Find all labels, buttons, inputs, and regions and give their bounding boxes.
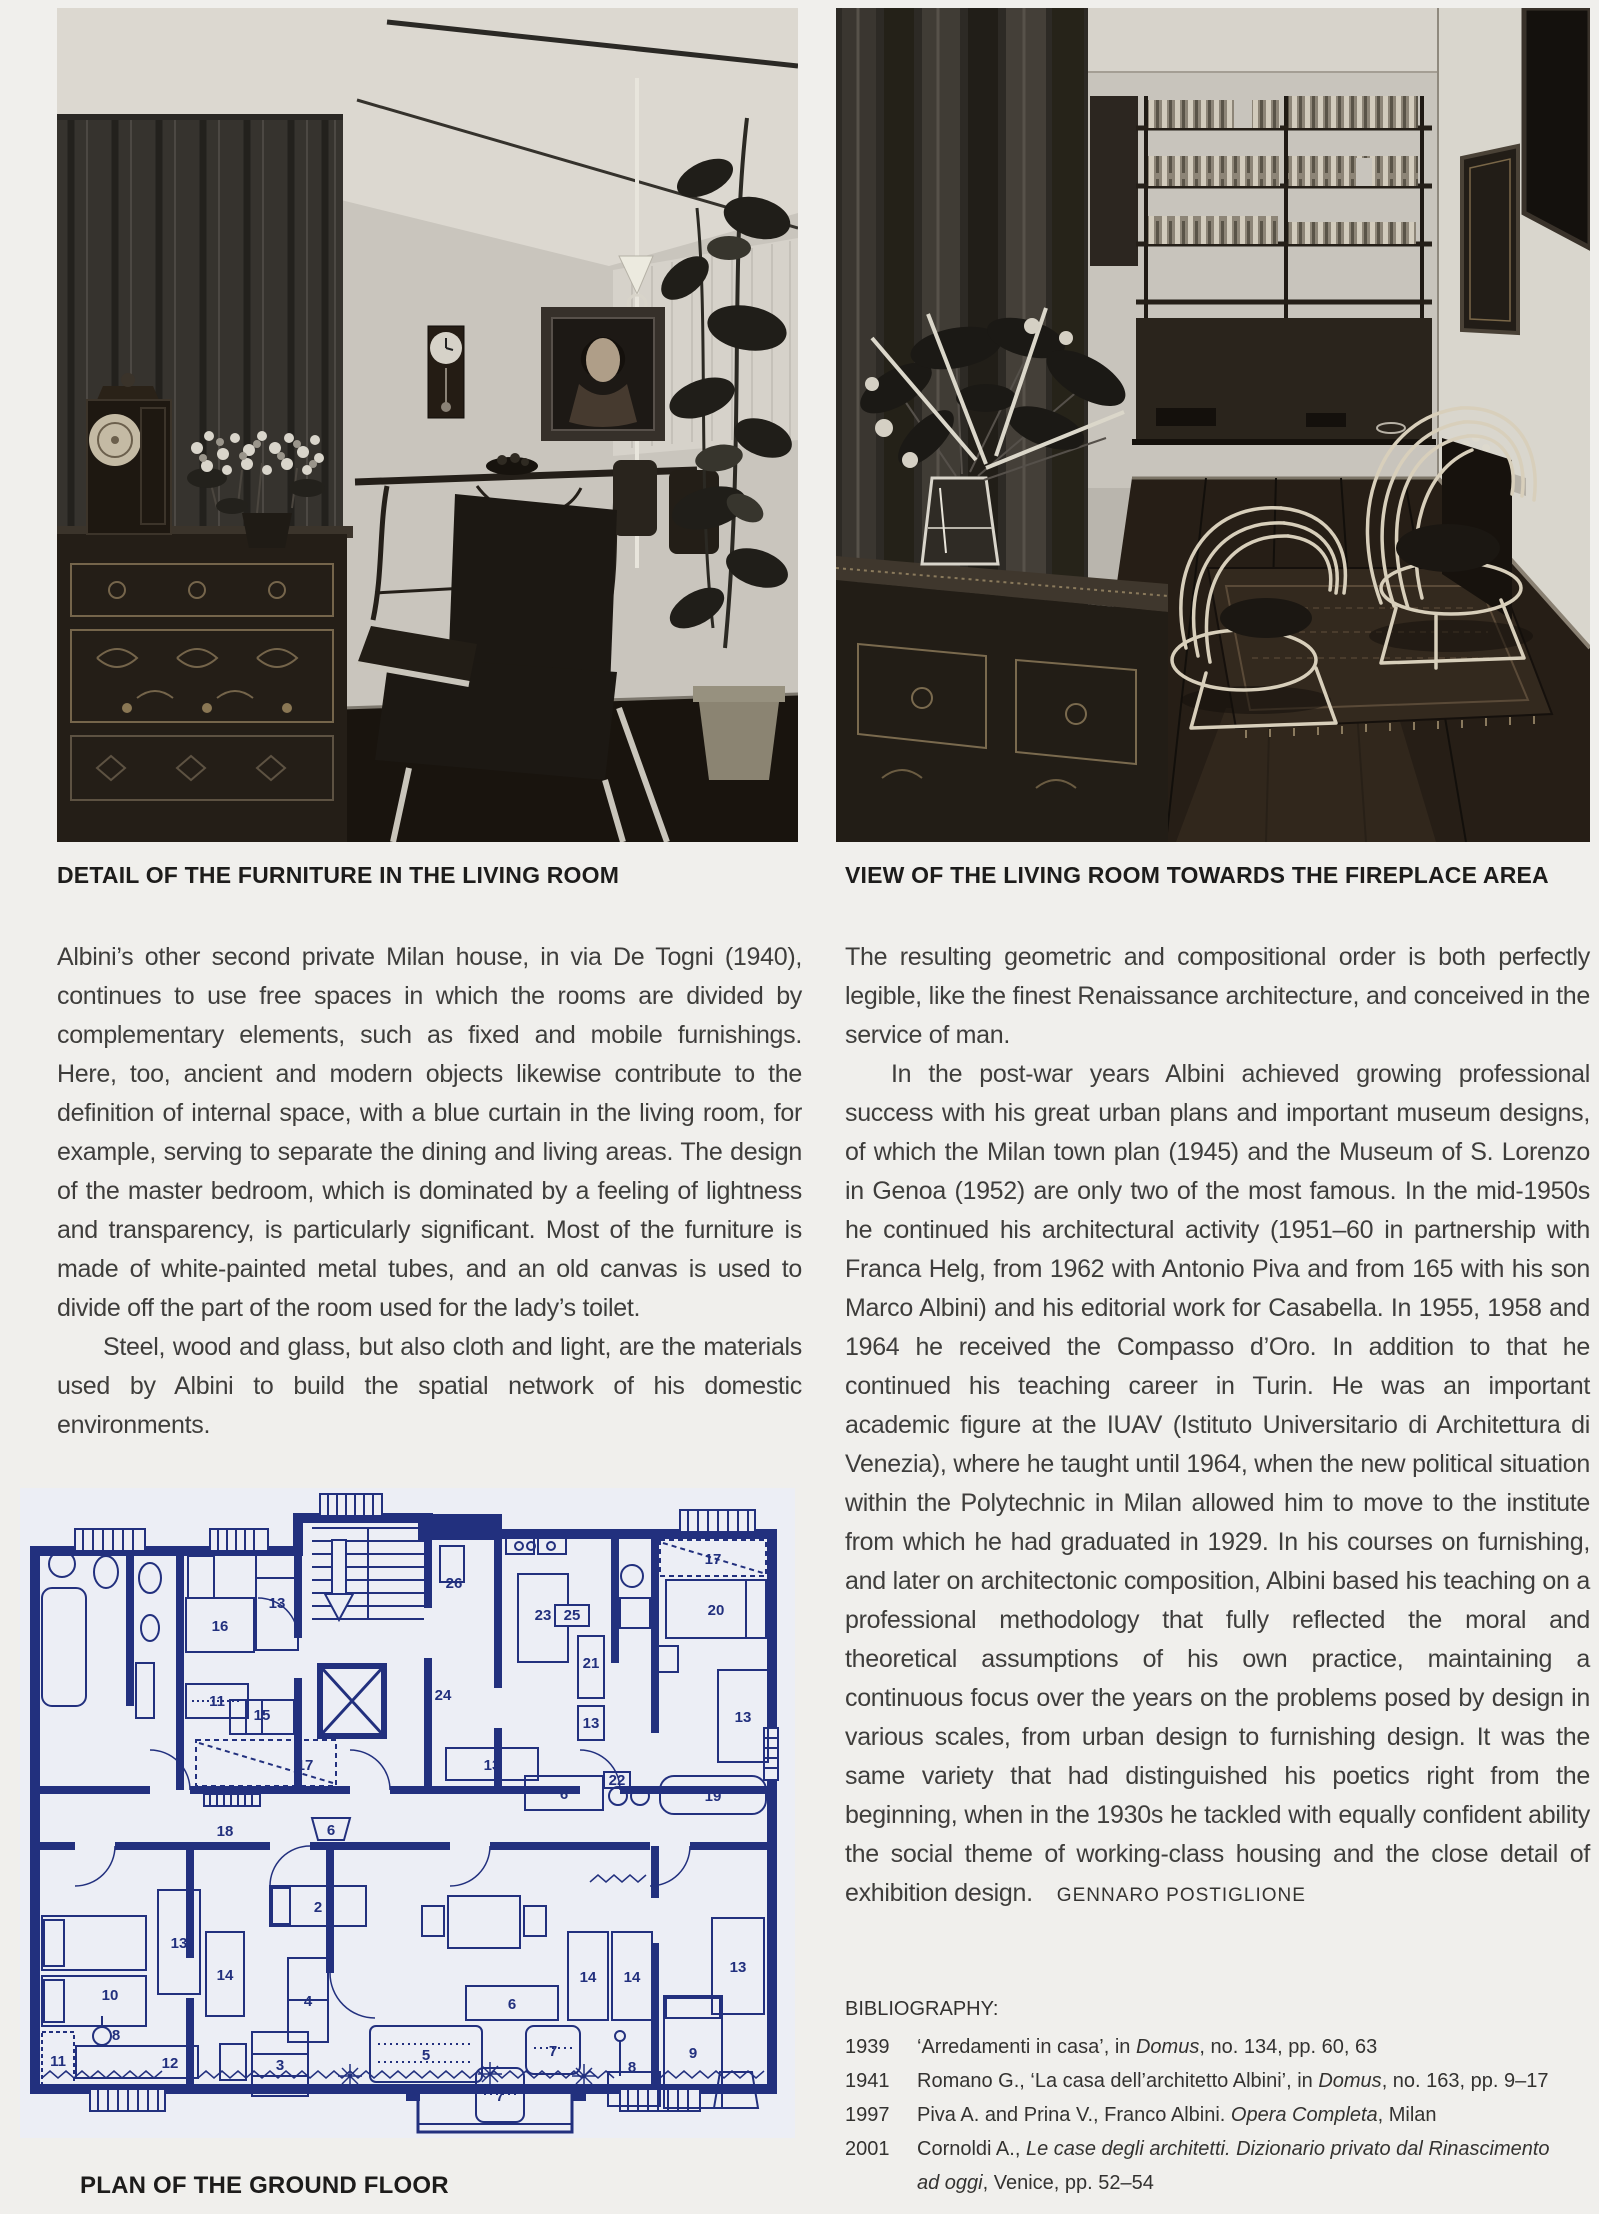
bibliography-entry xyxy=(845,2098,1577,2132)
ceiling xyxy=(1086,8,1446,72)
room-number: 6 xyxy=(326,1822,336,1839)
floor-plan xyxy=(20,1488,795,2138)
room-number: 9 xyxy=(688,2045,698,2062)
room-number: 13 xyxy=(582,1715,600,1732)
room-number: 10 xyxy=(101,1987,119,2004)
bibliography-title: BIBLIOGRAPHY: xyxy=(845,1998,999,2020)
bibliography-year: 2001 xyxy=(845,2138,890,2160)
room-number: 17 xyxy=(704,1551,722,1568)
photo-living-room-detail xyxy=(57,8,798,842)
bibliography xyxy=(845,1992,1577,2200)
paragraph: In the post-war years Albini achieved growing professional success with his great urban plans and important museum designs, of which the Milan town plan (1945) and the Museum of S. Lorenzo in Genoa (1952) are only two of the most famous. In the mid-1950s he continued his architectural activity (1951–60 in partnership with Franca Helg, from 1962 with Antonio Piva and from 165 with his son Marco Albini) and his editorial work for Casabella. In 1955, 1958 and 1964 he received the Compasso d’Oro. In addition to that he continued his teaching career in Turin. He was an important academic figure at the IUAV (Istituto Universitario di Architettura di Venezia), where he taught until 1964, when the new political situation within the Polytechnic in Milan allowed him to move to the institute from which he had graduated in 1929. In his courses on furnishing, and later on architectonic composition, Albini based his teaching on a professional methodology that fully reflected the moral and theoretical assumptions of his own practice, maintaining a continuous focus over the years on the problems posed by design in various scales, from urban design to furnishing design. It was the same variety that had distinguished his poetics right from the beginning, when in the 1930s he tackled with equally confident ability the social theme of working-class housing and the close detail of exhibition design. GENNARO POSTIGLIONE xyxy=(845,1060,1590,1907)
room-number: 18 xyxy=(216,1823,234,1840)
room-number: 21 xyxy=(582,1655,600,1672)
bibliography-year: 1941 xyxy=(845,2070,890,2092)
room-number: 23 xyxy=(534,1607,552,1624)
bibliography-year: 1997 xyxy=(845,2104,890,2126)
room-number: 13 xyxy=(734,1709,752,1726)
photo-right-illustration xyxy=(836,8,1590,842)
room-number: 11 xyxy=(209,1693,225,1710)
room-number: 24 xyxy=(434,1687,452,1704)
room-number: 13 xyxy=(483,1757,501,1774)
room-number: 14 xyxy=(623,1969,641,1986)
room-number: 7 xyxy=(495,2088,505,2105)
photo-left-illustration xyxy=(57,8,798,842)
author-credit: GENNARO POSTIGLIONE xyxy=(1056,1885,1306,1906)
room-number: 8 xyxy=(111,2027,121,2044)
room-number: 12 xyxy=(161,2055,179,2072)
bibliography-reference: ‘Arredamenti in casa’, in Domus, no. 134, pp. 60, 63 xyxy=(917,2036,1378,2058)
room-number: 20 xyxy=(707,1602,725,1619)
room-number: 6 xyxy=(559,1786,569,1803)
room-number: 13 xyxy=(170,1935,188,1952)
wall-clock xyxy=(428,326,464,418)
room-number: 22 xyxy=(608,1772,626,1789)
bibliography-reference: Romano G., ‘La casa dell’architetto Albini’, in Domus, no. 163, pp. 9–17 xyxy=(917,2070,1549,2092)
room-number: 15 xyxy=(253,1707,271,1724)
room-number: 19 xyxy=(704,1788,722,1805)
bibliography-reference: Cornoldi A., Le case degli architetti. Dizionario privato dal Rinascimento ad oggi, Venice, pp. 52–54 xyxy=(917,2138,1550,2194)
bibliography-entry xyxy=(845,2064,1577,2098)
side-chair xyxy=(613,460,657,536)
seat-cushion xyxy=(1396,524,1500,572)
bibliography-entry xyxy=(845,2030,1577,2064)
paragraph: Steel, wood and glass, but also cloth and light, are the materials used by Albini to build the spatial network of his domestic environments. xyxy=(57,1333,802,1439)
bibliography-entries xyxy=(845,2030,1577,2200)
room-number: 14 xyxy=(579,1969,597,1986)
bibliography-entry xyxy=(845,2132,1577,2200)
room-number: 5 xyxy=(421,2047,431,2064)
antique-chest xyxy=(57,526,353,842)
room-number: 2 xyxy=(313,1899,323,1916)
room-number: 17 xyxy=(296,1757,314,1774)
painting-back-left xyxy=(1090,96,1138,266)
paragraph: Albini’s other second private Milan house, in via De Togni (1940), continues to use free spaces in which the rooms are divided by complementary elements, such as fixed and mobile furnishings. Here, too, ancient and modern objects likewise contribute to the definition of internal space, with a blue curtain in the living room, for example, serving to separate the dining and living areas. The design of the master bedroom, which is dominated by a feeling of lightness and transparency, is particularly significant. Most of the furniture is made of white-painted metal tubes, and an old canvas is used to divide off the part of the room used for the lady’s toilet. xyxy=(57,943,802,1322)
paragraph: The resulting geometric and compositional order is both perfectly legible, like the finest Renaissance architecture, and conceived in the service of man. xyxy=(845,943,1590,1049)
right-column xyxy=(845,938,1590,1915)
foreground-chest xyxy=(836,556,1168,842)
room-number: 16 xyxy=(211,1618,229,1635)
caption-left-photo: DETAIL OF THE FURNITURE IN THE LIVING ROOM xyxy=(57,862,620,888)
room-number: 13 xyxy=(268,1595,286,1612)
bibliography-year: 1939 xyxy=(845,2036,890,2058)
room-number: 3 xyxy=(275,2057,285,2074)
caption-right-photo: VIEW OF THE LIVING ROOM TOWARDS THE FIREPLACE AREA xyxy=(845,862,1549,888)
room-number: 11 xyxy=(50,2053,66,2070)
photo-living-room-fireplace xyxy=(836,8,1590,842)
portrait-painting xyxy=(541,307,665,441)
glass-vase xyxy=(922,478,998,564)
room-number: 25 xyxy=(563,1607,581,1624)
left-column xyxy=(57,938,802,1445)
room-number: 13 xyxy=(729,1959,747,1976)
room-number: 6 xyxy=(507,1996,517,2013)
room-number: 14 xyxy=(216,1967,234,1984)
room-number: 8 xyxy=(627,2059,637,2076)
room-number: 7 xyxy=(548,2043,558,2060)
room-number: 26 xyxy=(445,1575,463,1592)
bibliography-reference: Piva A. and Prina V., Franco Albini. Opera Completa, Milan xyxy=(917,2104,1437,2126)
floor-plan-drawing xyxy=(20,1488,795,2138)
plan-caption: PLAN OF THE GROUND FLOOR xyxy=(80,2172,449,2199)
room-number: 4 xyxy=(303,1993,313,2010)
